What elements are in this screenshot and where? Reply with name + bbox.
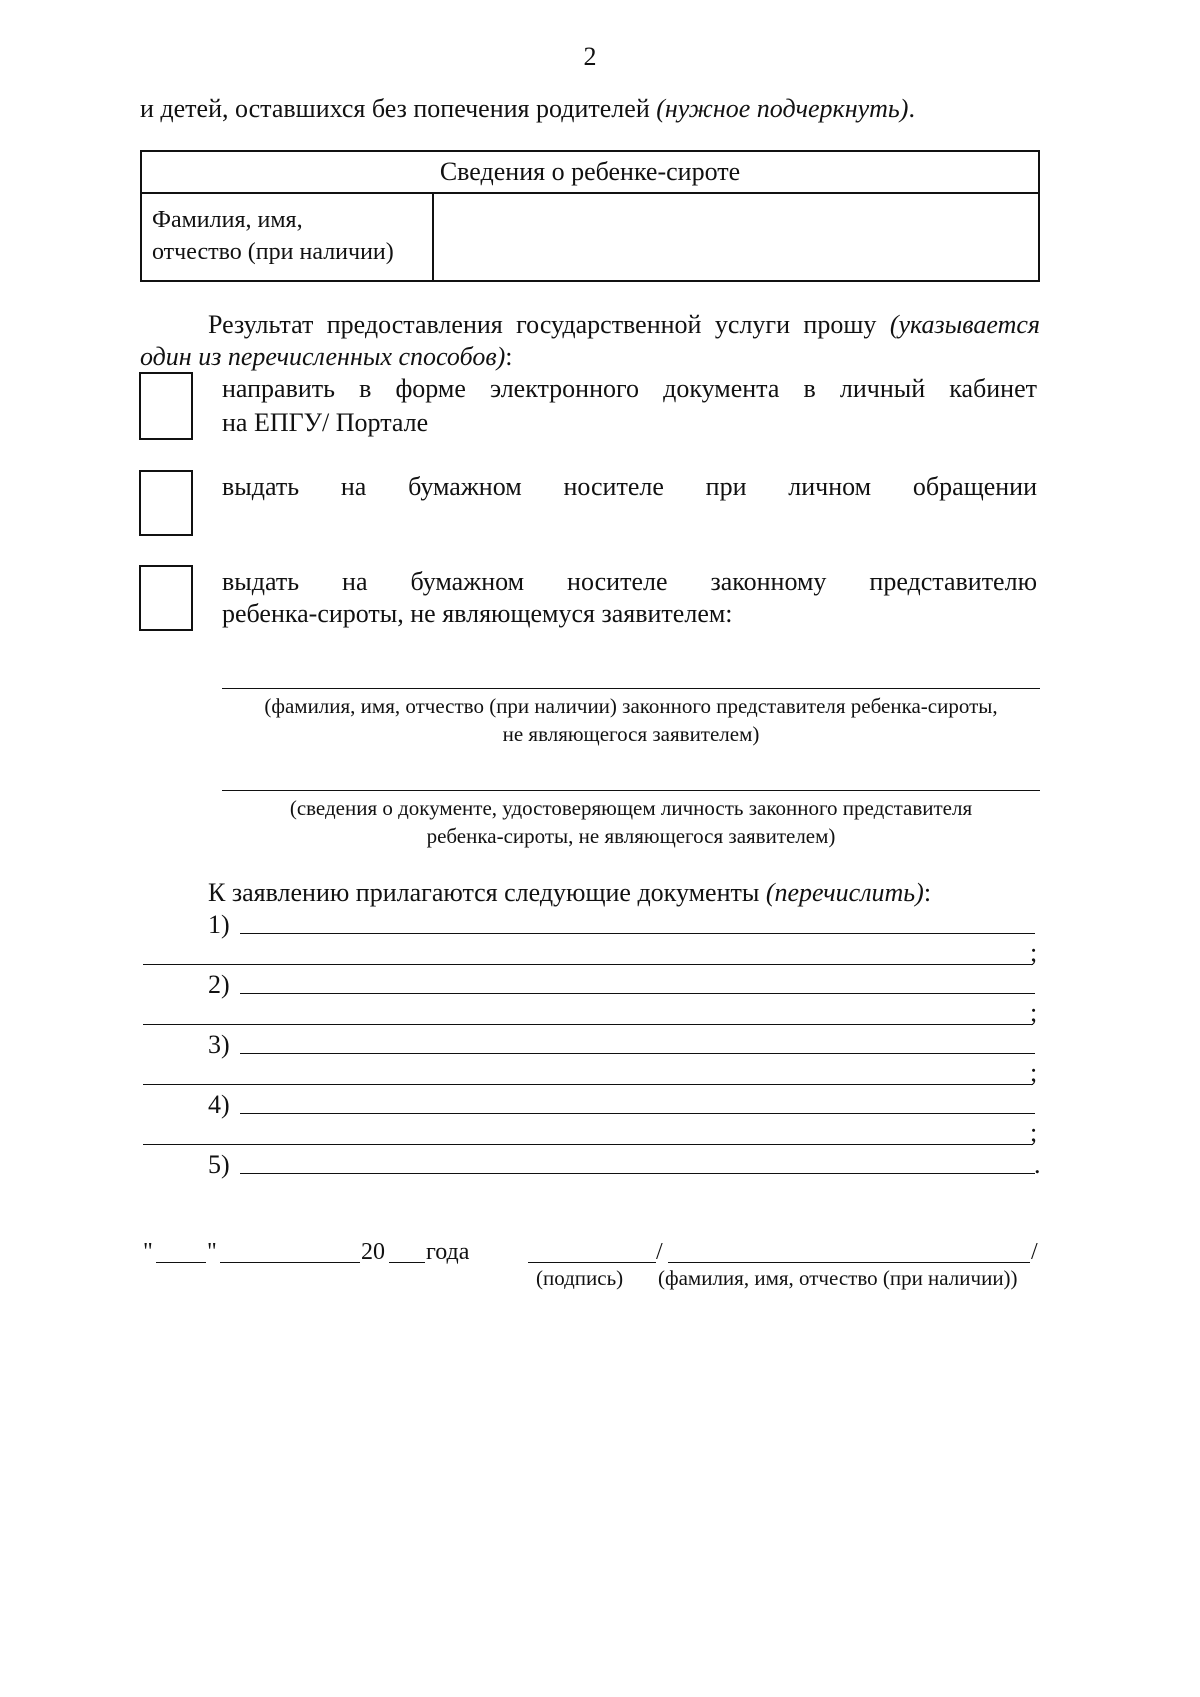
child-name-label (152, 204, 428, 268)
attachments-heading (208, 876, 1038, 910)
signature-slash-1: / (656, 1239, 663, 1265)
signature-line[interactable] (528, 1262, 656, 1263)
child-table-header: Сведения о ребенке-сироте (439, 157, 741, 186)
result-italic-2: один из перечисленных способов) (140, 342, 506, 371)
intro-line (140, 92, 1040, 126)
attachment-line-3a[interactable] (240, 1053, 1035, 1054)
child-info-table (140, 150, 1040, 282)
signer-name-line[interactable] (668, 1262, 1030, 1263)
date-month-line[interactable] (220, 1262, 360, 1263)
intro-text: и детей, оставшихся без попечения родителей (140, 94, 657, 123)
option-paper-representative-line1: выдать на бумажном носителе законному представителю (222, 567, 1037, 596)
attachment-number-5: 5) (208, 1150, 230, 1179)
option-paper-personal-line1: выдать на бумажном носителе при личном обращении (222, 472, 1037, 501)
attachment-line-1b[interactable] (143, 964, 1033, 965)
signature-slash-2: / (1031, 1239, 1038, 1265)
representative-document-caption-line2: ребенка-сироты, не являющегося заявителем) (426, 824, 836, 848)
intro-end: . (908, 94, 915, 123)
child-name-value[interactable] (442, 204, 1028, 274)
attachment-number-1: 1) (208, 910, 230, 939)
date-year-prefix: 20 (361, 1239, 385, 1265)
signature-caption: (подпись) (536, 1266, 624, 1290)
result-line2 (140, 340, 1040, 374)
option-electronic-line2: на ЕПГУ/ Портале (222, 408, 429, 437)
attachments-text: К заявлению прилагаются следующие документы (208, 878, 766, 907)
table-row-divider (142, 192, 1038, 194)
attachments-colon: : (923, 878, 932, 907)
page-number: 2 (583, 42, 597, 71)
child-name-label-line1: Фамилия, имя, (152, 207, 303, 233)
signer-name-caption: (фамилия, имя, отчество (при наличии)) (658, 1266, 1018, 1290)
attachment-number-3: 3) (208, 1030, 230, 1059)
attachment-end-5: . (1034, 1150, 1041, 1179)
attachment-end-2: ; (1030, 998, 1038, 1027)
intro-italic: (нужное подчеркнуть) (656, 94, 909, 123)
attachments-italic: (перечислить) (765, 878, 924, 907)
attachment-end-1: ; (1030, 938, 1038, 967)
representative-name-caption (222, 692, 1040, 748)
representative-name-caption-line1: (фамилия, имя, отчество (при наличии) законного представителя ребенка-сироты, (264, 694, 998, 718)
date-year-suffix: года (426, 1239, 470, 1265)
result-line1 (140, 308, 1040, 342)
table-column-divider (432, 194, 434, 280)
attachment-line-1a[interactable] (240, 933, 1035, 934)
date-year-line[interactable] (389, 1262, 425, 1263)
date-day-line[interactable] (156, 1262, 206, 1263)
representative-document-line[interactable] (222, 790, 1040, 791)
representative-document-caption (222, 794, 1040, 850)
representative-document-caption-line1: (сведения о документе, удостоверяющем личность законного представителя (289, 796, 973, 820)
child-name-label-line2: отчество (при наличии) (152, 239, 394, 265)
attachment-end-4: ; (1030, 1118, 1038, 1147)
option-paper-personal-checkbox[interactable] (139, 470, 193, 536)
option-electronic-checkbox[interactable] (139, 372, 193, 440)
attachment-line-4b[interactable] (143, 1144, 1033, 1145)
attachment-line-2b[interactable] (143, 1024, 1033, 1025)
option-paper-representative-line2: ребенка-сироты, не являющемуся заявителем: (222, 599, 733, 628)
attachment-number-2: 2) (208, 970, 230, 999)
result-text: Результат предоставления государственной услуги прошу (208, 310, 890, 339)
attachment-number-4: 4) (208, 1090, 230, 1119)
representative-name-line[interactable] (222, 688, 1040, 689)
attachment-line-2a[interactable] (240, 993, 1035, 994)
attachment-line-3b[interactable] (143, 1084, 1033, 1085)
attachment-line-5a[interactable] (240, 1173, 1035, 1174)
result-colon: : (505, 342, 513, 371)
option-paper-representative-checkbox[interactable] (139, 565, 193, 631)
attachment-end-3: ; (1030, 1058, 1038, 1087)
date-quote-open: " (143, 1239, 153, 1265)
option-electronic-line1: направить в форме электронного документа в личный кабинет (222, 374, 1037, 403)
date-quote-close: " (207, 1239, 217, 1265)
result-italic-1: (указывается (889, 310, 1040, 339)
attachment-line-4a[interactable] (240, 1113, 1035, 1114)
representative-name-caption-line2: не являющегося заявителем) (502, 722, 760, 746)
